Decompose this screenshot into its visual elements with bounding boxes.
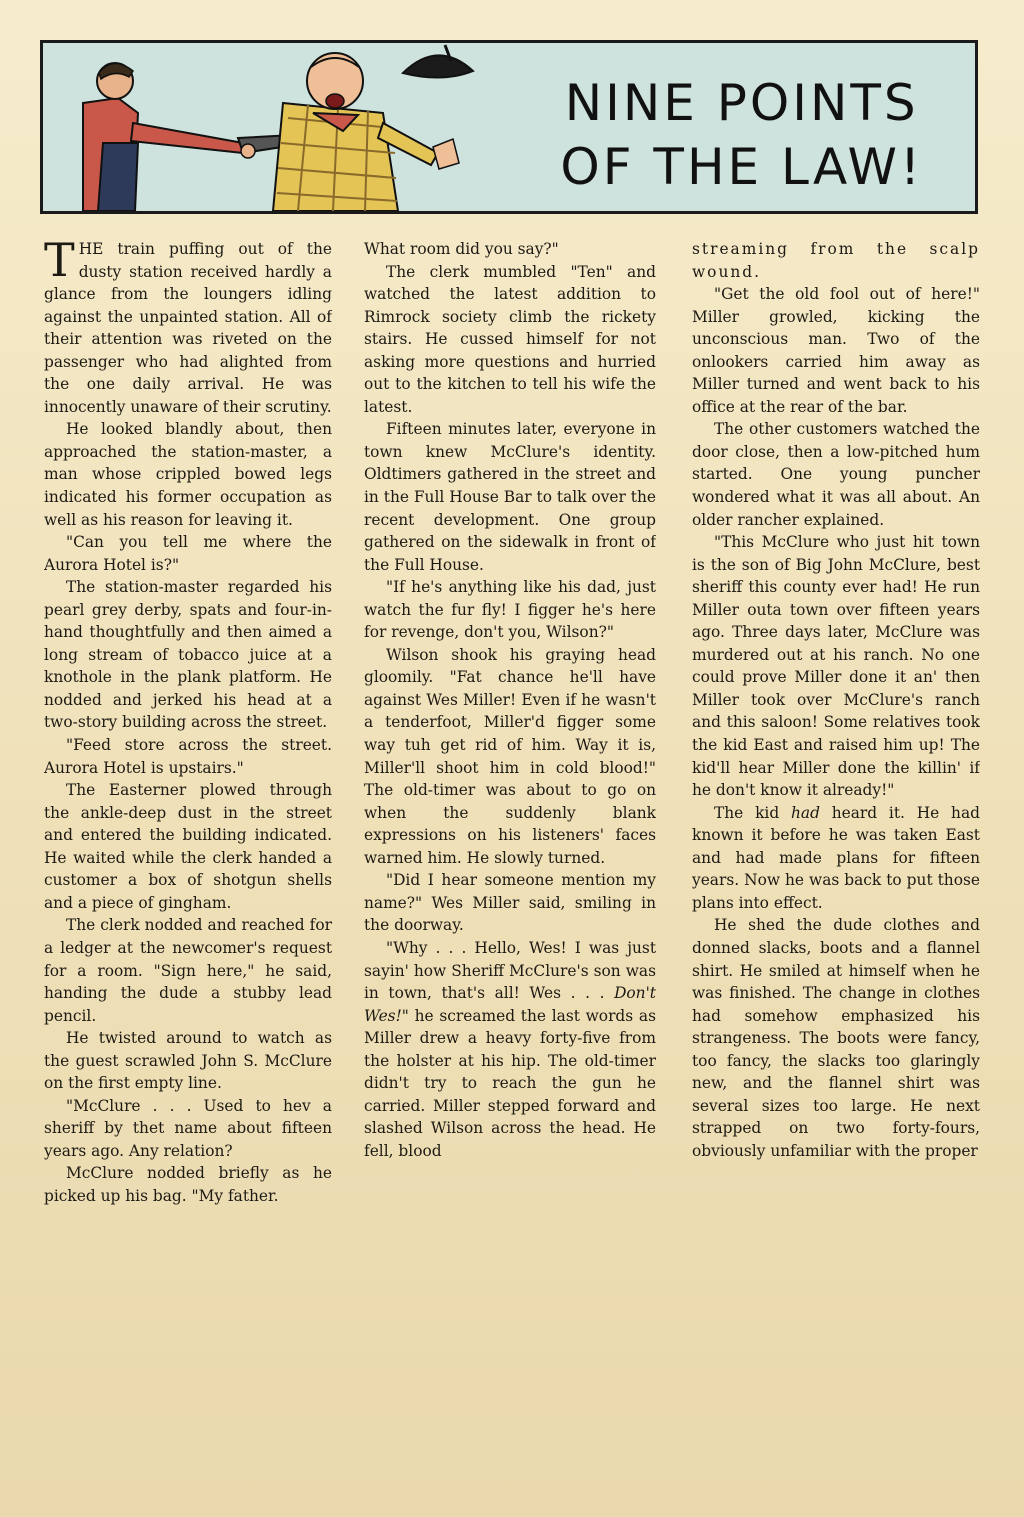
emphasis-text: had [790,803,820,822]
paragraph-text: heard it. He had known it before he was taken East and had made plans for fifteen years. Now he was back to put those plans into effect. [692,803,980,912]
paragraph: "If he's anything like his dad, just watch the fur fly! I figger he's here for revenge, don't you, Wilson?" [364,578,656,642]
paragraph: The other customers watched the door close, then a low-pitched hum started. One young puncher wondered what it was all about. An older rancher explained. [692,420,980,529]
story-columns [44,238,980,1478]
paragraph [44,238,332,418]
paragraph: The Easterner plowed through the ankle-deep dust in the street and entered the building indicated. He waited while the clerk handed a customer a box of shotgun shells and a piece of gingham. [44,781,332,912]
gunman-illustration [43,43,563,211]
emphasis-text: Don't Wes! [364,984,656,1025]
paragraph: "McClure . . . Used to hev a sheriff by thet name about fifteen years ago. Any relation? [44,1096,332,1160]
column-1 [44,238,332,1478]
column-2 [364,238,656,1478]
paragraph: The clerk nodded and reached for a ledger at the newcomer's request for a room. "Sign here," he said, handing the dude a stubby lead pencil. [44,916,332,1025]
paragraph-text: HE train puffing out of the dusty station received hardly a glance from the loungers idling against the unpainted station. All of their attention was riveted on the passenger who had alighted from the one daily arrival. He was innocently unaware of their scrutiny. [44,240,332,416]
drop-cap: T [44,238,75,287]
paragraph: The station-master regarded his pearl grey derby, spats and four-in-hand thoughtfully and then aimed a long stream of tobacco juice at a knothole in the plank platform. He nodded and jerked his head at a two-story building across the street. [44,578,332,732]
paragraph: "Feed store across the street. Aurora Hotel is upstairs." [44,736,332,777]
paragraph: He looked blandly about, then approached the station-master, a man whose crippled bowed legs indicated his former occupation as well as his reason for leaving it. [44,420,332,529]
paragraph: "Get the old fool out of here!" Miller growled, kicking the unconscious man. Two of the onlookers carried him away as Miller turned and went back to his office at the rear of the bar. [692,285,980,416]
story-title [560,71,923,199]
paragraph: The clerk mumbled "Ten" and watched the latest addition to Rimrock society climb the rickety stairs. He cussed himself for not asking more questions and hurried out to the kitchen to tell his wife the latest. [364,262,656,416]
paragraph: "Did I hear someone mention my name?" Wes Miller said, smiling in the doorway. [364,871,656,935]
paragraph: "Can you tell me where the Aurora Hotel is?" [44,533,332,574]
title-line-2: OF THE LAW! [560,138,923,196]
paragraph [692,802,980,915]
paragraph: Fifteen minutes later, everyone in town knew McClure's identity. Oldtimers gathered in the street and in the Full House Bar to talk over the recent development. One group gathered on the sidewalk in front of the Full House. [364,420,656,574]
paragraph: streaming from the scalp wound. [692,240,980,281]
title-line-1: NINE POINTS [564,74,919,132]
paragraph-text: The kid [714,803,791,822]
paragraph: "This McClure who just hit town is the son of Big John McClure, best sheriff this county ever had! He run Miller outa town over fifteen years ago. Three days later, McClure was murdered out at his ranch. No one could prove Miller done it an' then Miller took over McClure's ranch and this saloon! Some relatives took the kid East and raised him up! The kid'll hear Miller done the killin' if he don't know it already!" [692,533,980,800]
paragraph: McClure nodded briefly as he picked up his bag. "My father. [44,1164,332,1205]
paragraph-text: " he screamed the last words as Miller drew a heavy forty-five from the holster at his hip. The old-timer didn't try to reach the gun he carried. Miller stepped forward and slashed Wilson across the head. He fell, blood [364,1006,656,1160]
paragraph: He twisted around to watch as the guest scrawled John S. McClure on the first empty line. [44,1029,332,1093]
paragraph: He shed the dude clothes and donned slacks, boots and a flannel shirt. He smiled at himself when he was finished. The change in clothes had somehow emphasized his strangeness. The boots were fancy, too fancy, the slacks too glaringly new, and the flannel shirt was several sizes too large. He next strapped on two forty-fours, obviously unfamiliar with the proper [692,916,980,1160]
paragraph: Wilson shook his graying head gloomily. "Fat chance he'll have against Wes Miller! Even if he wasn't a tenderfoot, Miller'd figger some way tuh get rid of him. Way it is, Miller'll shoot him in cold blood!" The old-timer was about to go on when the suddenly blank expressions on his listeners' faces warned him. He slowly turned. [364,645,656,867]
title-banner [40,40,978,214]
column-3 [692,238,980,1478]
paragraph [364,937,656,1162]
paragraph: What room did you say?" [364,240,559,258]
paragraph-text: "Why . . . Hello, Wes! I was just sayin' how Sheriff McClure's son was in town, that's all! Wes . . . [364,938,656,1003]
